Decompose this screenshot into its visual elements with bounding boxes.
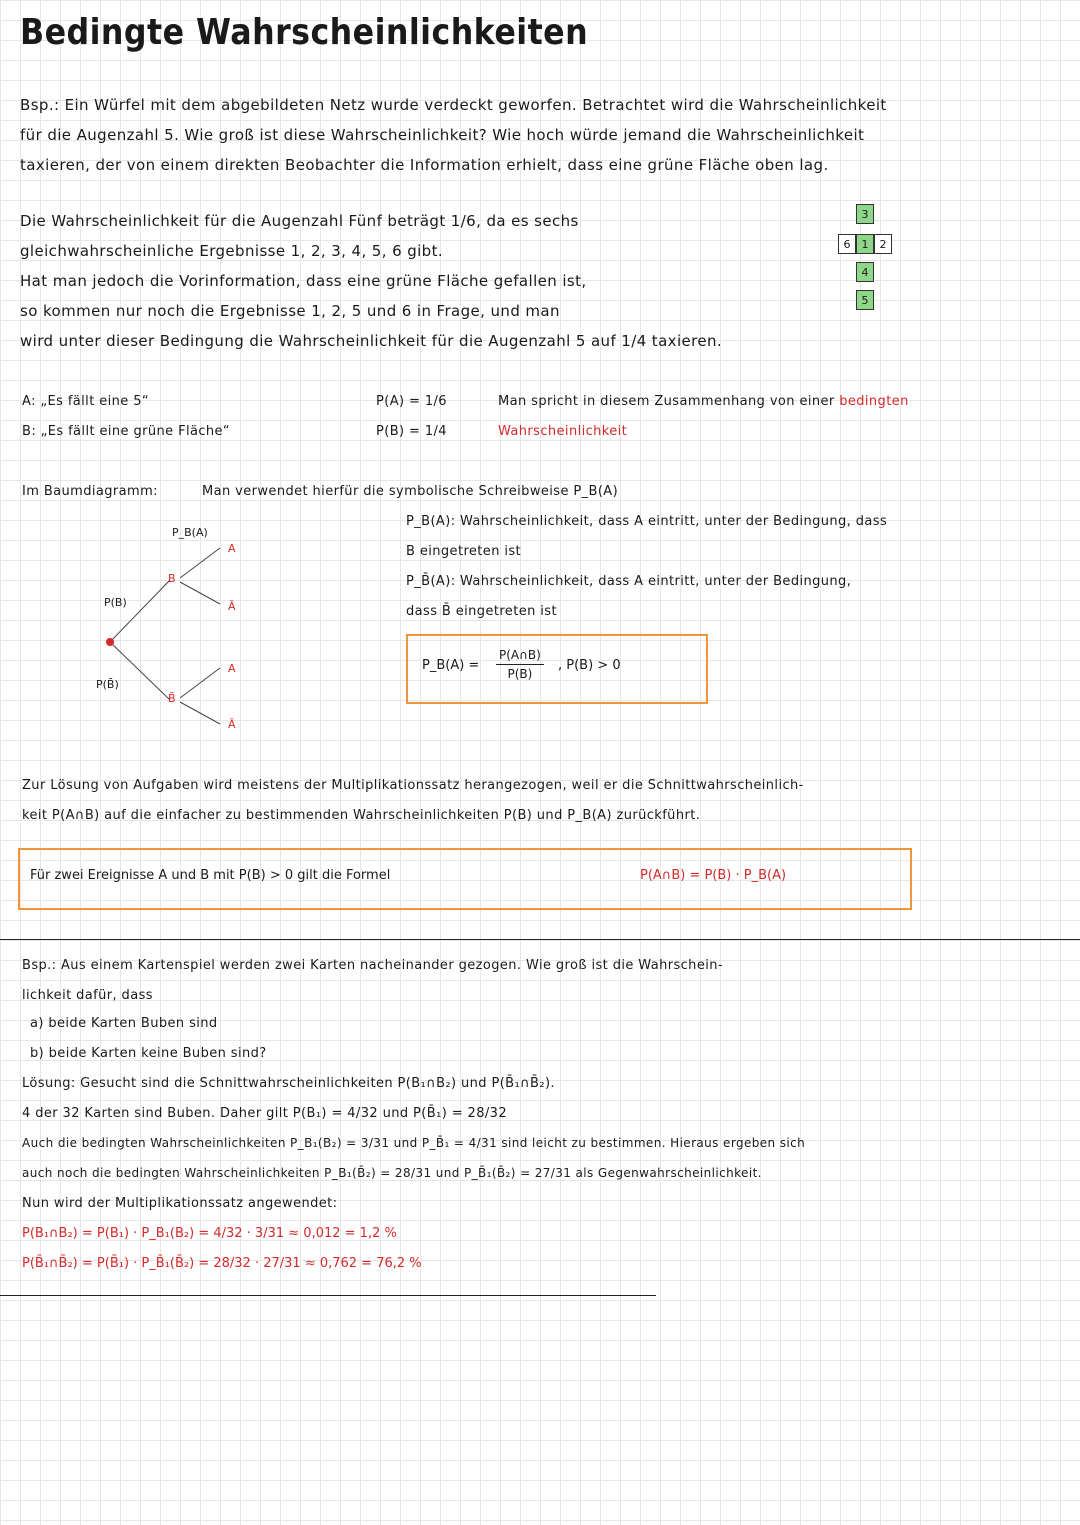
branch-b-a bbox=[180, 548, 220, 578]
box-formula: P(A∩B) = P(B) · P_B(A) bbox=[640, 868, 787, 883]
die-face-3: 3 bbox=[856, 204, 874, 224]
solution-line-5: Nun wird der Multiplikationssatz angewendet: bbox=[22, 1196, 338, 1211]
solution-line-2: 4 der 32 Karten sind Buben. Daher gilt P(B₁) = 4/32 und P(B̄₁) = 28/32 bbox=[22, 1106, 507, 1121]
branch-b-abar bbox=[180, 582, 220, 604]
branch-b bbox=[110, 580, 170, 642]
tree-label-pba: P_B(A) bbox=[172, 526, 208, 539]
solution-line-3: Auch die bedingten Wahrscheinlichkeiten P_B₁(B₂) = 3/31 und P_B̄₁ = 4/31 sind leicht zu bestimmen. Hieraus ergeben sich bbox=[22, 1136, 806, 1150]
multiplication-line-1: Zur Lösung von Aufgaben wird meistens der Multiplikationssatz herangezogen, weil er die Schnittwahrscheinlich- bbox=[22, 778, 804, 793]
calc-2-lhs: P(B̄₁∩B̄₂) = P(B̄₁) · P_B̄₁(B̄₂) = bbox=[22, 1256, 210, 1271]
die-face-4: 4 bbox=[856, 262, 874, 282]
intro-line-3: taxieren, der von einem direkten Beobachter die Information erhielt, dass eine grüne Fläche oben lag. bbox=[20, 156, 829, 174]
die-face-1: 1 bbox=[856, 234, 874, 254]
calc-1-lhs: P(B₁∩B₂) = P(B₁) · P_B₁(B₂) = bbox=[22, 1226, 210, 1241]
box-text: Für zwei Ereignisse A und B mit P(B) > 0 gilt die Formel bbox=[30, 868, 391, 883]
page-title: Bedingte Wahrscheinlichkeiten bbox=[20, 12, 589, 53]
intro-line-2: für die Augenzahl 5. Wie groß ist diese Wahrscheinlichkeit? Wie hoch würde jemand die Wahrscheinlichkeit bbox=[20, 126, 865, 144]
tree-node-a1: A bbox=[228, 542, 236, 555]
explanation-line-5: wird unter dieser Bedingung die Wahrscheinlichkeit für die Augenzahl 5 auf 1/4 taxieren. bbox=[20, 332, 723, 350]
tree-heading: Im Baumdiagramm: bbox=[22, 484, 158, 499]
event-a: A: „Es fällt eine 5“ bbox=[22, 394, 150, 409]
tree-root bbox=[106, 638, 114, 646]
die-face-6: 6 bbox=[838, 234, 856, 254]
example2-part-b: b) beide Karten keine Buben sind? bbox=[30, 1046, 267, 1061]
die-face-2: 2 bbox=[874, 234, 892, 254]
formula-condition: , P(B) > 0 bbox=[558, 658, 621, 673]
prob-a: P(A) = 1/6 bbox=[376, 394, 447, 409]
tree-label-pbbar: P(B̄) bbox=[96, 678, 119, 691]
tree-label-pb: P(B) bbox=[104, 596, 127, 609]
solution-line-1: Lösung: Gesucht sind die Schnittwahrscheinlichkeiten P(B₁∩B₂) und P(B̄₁∩B̄₂). bbox=[22, 1076, 555, 1091]
branch-bbar bbox=[110, 642, 170, 700]
notation-line-3: B eingetreten ist bbox=[406, 544, 522, 559]
explanation-line-3: Hat man jedoch die Vorinformation, dass eine grüne Fläche gefallen ist, bbox=[20, 272, 587, 290]
explanation-line-2: gleichwahrscheinliche Ergebnisse 1, 2, 3, 4, 5, 6 gibt. bbox=[20, 242, 444, 260]
note-red-2: Wahrscheinlichkeit bbox=[498, 424, 628, 439]
notation-line-1: Man verwendet hierfür die symbolische Schreibweise P_B(A) bbox=[202, 484, 619, 499]
prob-b: P(B) = 1/4 bbox=[376, 424, 447, 439]
multiplication-line-2: keit P(A∩B) auf die einfacher zu bestimmenden Wahrscheinlichkeiten P(B) und P_B(A) zurückführt. bbox=[22, 808, 701, 823]
note-red-1: bedingten bbox=[839, 394, 909, 409]
notation-line-2: P_B(A): Wahrscheinlichkeit, dass A eintritt, unter der Bedingung, dass bbox=[406, 514, 888, 529]
tree-node-b: B bbox=[168, 572, 176, 585]
notation-line-5: dass B̄ eingetreten ist bbox=[406, 604, 557, 619]
tree-node-a2: A bbox=[228, 662, 236, 675]
example2-line-1: Bsp.: Aus einem Kartenspiel werden zwei Karten nacheinander gezogen. Wie groß ist die Wahrschein- bbox=[22, 958, 723, 973]
calc-1-fractions: 4/32 · 3/31 bbox=[213, 1226, 285, 1241]
branch-bbar-a bbox=[180, 668, 220, 698]
event-b: B: „Es fällt eine grüne Fläche“ bbox=[22, 424, 231, 439]
calc-2-fractions: 28/32 · 27/31 bbox=[213, 1256, 301, 1271]
tree-node-bbar: B̄ bbox=[168, 692, 176, 705]
multiplication-rule-box bbox=[18, 848, 912, 910]
formula-denominator: P(B) bbox=[507, 667, 533, 681]
example2-part-a: a) beide Karten Buben sind bbox=[30, 1016, 218, 1031]
tree-node-abar2: Ā bbox=[228, 718, 236, 731]
branch-bbar-abar bbox=[180, 702, 220, 724]
note-text: Man spricht in diesem Zusammenhang von einer bbox=[498, 394, 835, 409]
calc-2 bbox=[22, 1256, 422, 1271]
section-divider bbox=[0, 939, 1080, 940]
solution-line-4: auch noch die bedingten Wahrscheinlichkeiten P_B₁(B̄₂) = 28/31 und P_B̄₁(B̄₂) = 27/31 als Gegenwahrscheinlichkeit. bbox=[22, 1166, 762, 1180]
intro-line-1: Bsp.: Ein Würfel mit dem abgebildeten Netz wurde verdeckt geworfen. Betrachtet wird die Wahrscheinlichkeit bbox=[20, 96, 887, 114]
calc-1-result: ≈ 0,012 = 1,2 % bbox=[288, 1226, 397, 1241]
example2-line-2: lichkeit dafür, dass bbox=[22, 988, 153, 1003]
tree-diagram bbox=[90, 520, 270, 740]
die-face-5: 5 bbox=[856, 290, 874, 310]
notation-line-4: P_B̄(A): Wahrscheinlichkeit, dass A eintritt, unter der Bedingung, bbox=[406, 574, 852, 589]
formula-lhs: P_B(A) = bbox=[422, 658, 480, 673]
conditional-formula-box bbox=[406, 634, 708, 704]
bottom-divider bbox=[0, 1295, 656, 1296]
calc-2-result: ≈ 0,762 = 76,2 % bbox=[304, 1256, 422, 1271]
calc-1 bbox=[22, 1226, 397, 1241]
explanation-line-4: so kommen nur noch die Ergebnisse 1, 2, 5 und 6 in Frage, und man bbox=[20, 302, 560, 320]
explanation-line-1: Die Wahrscheinlichkeit für die Augenzahl Fünf beträgt 1/6, da es sechs bbox=[20, 212, 579, 230]
formula-numerator: P(A∩B) bbox=[496, 646, 544, 665]
tree-node-abar1: Ā bbox=[228, 600, 236, 613]
